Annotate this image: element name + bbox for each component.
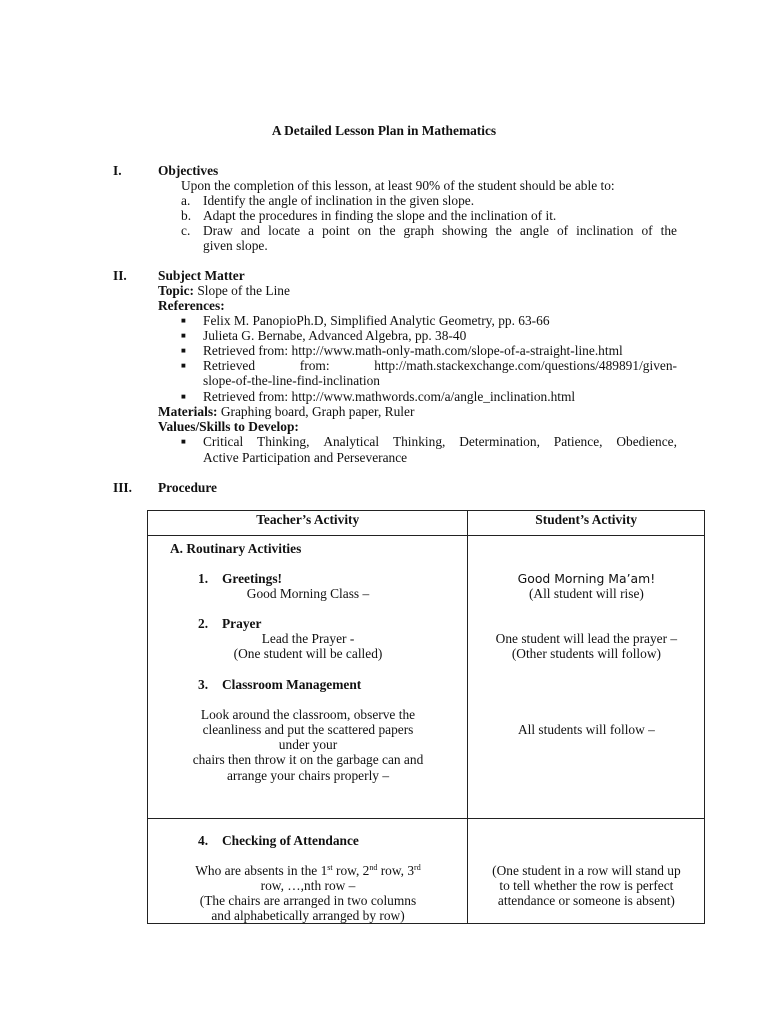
attendance-teacher-line-3: (The chairs are arranged in two columns bbox=[199, 893, 417, 908]
procedure-heading: Procedure bbox=[158, 480, 218, 495]
table-header-row bbox=[148, 511, 705, 536]
objectives-intro: Upon the completion of this lesson, at least 90% of the student should be able to: bbox=[181, 178, 615, 193]
bullet-icon: ■ bbox=[181, 437, 186, 446]
values-line2: Active Participation and Perseverance bbox=[203, 450, 408, 465]
attendance-teacher-line-1 bbox=[148, 863, 468, 878]
bullet-icon: ■ bbox=[181, 316, 186, 325]
reference-2: Julieta G. Bernabe, Advanced Algebra, pp. 38-40 bbox=[203, 328, 467, 343]
attendance-student-line-2: to tell whether the row is perfect bbox=[499, 878, 674, 893]
bullet-icon: ■ bbox=[181, 361, 186, 370]
prayer-student-text-2: (Other students will follow) bbox=[511, 646, 661, 661]
prayer-teacher-text-2: (One student will be called) bbox=[233, 646, 383, 661]
topic-label: Topic: bbox=[158, 283, 194, 298]
objective-letter-a: a. bbox=[181, 193, 191, 208]
classroom-teacher-line-4: chairs then throw it on the garbage can and bbox=[192, 752, 424, 767]
subject-matter-heading: Subject Matter bbox=[158, 268, 245, 283]
teacher-activity-header: Teacher’s Activity bbox=[256, 512, 360, 527]
values-word: Critical bbox=[203, 434, 244, 449]
bullet-icon: ■ bbox=[181, 331, 186, 340]
objectives-heading: Objectives bbox=[158, 163, 219, 178]
student-activity-header: Student’s Activity bbox=[535, 512, 638, 527]
prayer-number: 2. bbox=[198, 616, 209, 631]
attendance-student-line-3: attendance or someone is absent) bbox=[497, 893, 675, 908]
objective-a: Identify the angle of inclination in the given slope. bbox=[203, 193, 475, 208]
values-word: Patience, bbox=[553, 434, 603, 449]
classroom-teacher-line-2: cleanliness and put the scattered papers bbox=[202, 722, 414, 737]
table-row bbox=[148, 819, 705, 924]
classroom-number: 3. bbox=[198, 677, 209, 692]
values-word: Thinking, bbox=[257, 434, 310, 449]
attendance-text: Who are absents in the 1 bbox=[195, 863, 328, 878]
attendance-text: row, 2 bbox=[332, 863, 370, 878]
prayer-student-text-1: One student will lead the prayer – bbox=[495, 631, 678, 646]
materials-label: Materials: bbox=[158, 404, 218, 419]
classroom-student-text: All students will follow – bbox=[517, 722, 655, 737]
section-numeral-1: I. bbox=[113, 163, 122, 178]
teacher-header-cell bbox=[148, 511, 468, 536]
superscript: rd bbox=[414, 863, 421, 872]
objective-c-line1: Draw and locate a point on the graph showing the angle of inclination of the bbox=[203, 223, 677, 238]
topic-value: Slope of the Line bbox=[197, 283, 290, 298]
attendance-teacher-line-2: row, …,nth row – bbox=[260, 878, 356, 893]
attendance-number: 4. bbox=[198, 833, 209, 848]
page-title: A Detailed Lesson Plan in Mathematics bbox=[271, 123, 497, 138]
objective-letter-c: c. bbox=[181, 223, 191, 238]
greetings-number: 1. bbox=[198, 571, 209, 586]
student-header-cell bbox=[468, 511, 705, 536]
materials-line bbox=[158, 404, 414, 419]
prayer-label: Prayer bbox=[222, 616, 262, 631]
teacher-cell-routines bbox=[148, 536, 468, 819]
values-word: Determination, bbox=[459, 434, 540, 449]
reference-4-word: from: bbox=[299, 358, 330, 373]
attendance-student-line-1: (One student in a row will stand up bbox=[492, 863, 681, 878]
classroom-teacher-line-3: under your bbox=[278, 737, 338, 752]
greetings-student-text-1: Good Morning Ma’am! bbox=[517, 571, 656, 586]
values-word: Analytical bbox=[323, 434, 380, 449]
attendance-teacher-line-4: and alphabetically arranged by row) bbox=[211, 908, 405, 923]
table-row bbox=[148, 536, 705, 819]
bullet-icon: ■ bbox=[181, 346, 186, 355]
greetings-student-text-2: (All student will rise) bbox=[528, 586, 644, 601]
topic-line bbox=[158, 283, 290, 298]
superscript: nd bbox=[369, 863, 378, 872]
student-cell-attendance bbox=[468, 819, 705, 924]
greetings-label: Greetings! bbox=[222, 571, 282, 586]
attendance-label: Checking of Attendance bbox=[222, 833, 359, 848]
objective-letter-b: b. bbox=[181, 208, 192, 223]
objective-c-line2: given slope. bbox=[203, 238, 268, 253]
materials-value: Graphing board, Graph paper, Ruler bbox=[220, 404, 415, 419]
section-numeral-2: II. bbox=[113, 268, 127, 283]
superscript: st bbox=[327, 863, 333, 872]
greetings-teacher-text: Good Morning Class – bbox=[246, 586, 370, 601]
values-word: Thinking, bbox=[392, 434, 446, 449]
attendance-text: row, 3 bbox=[377, 863, 415, 878]
reference-4-line2: slope-of-the-line-find-inclination bbox=[203, 373, 380, 388]
classroom-teacher-line-5: arrange your chairs properly – bbox=[226, 768, 390, 783]
classroom-teacher-line-1: Look around the classroom, observe the bbox=[200, 707, 416, 722]
student-cell-routines bbox=[468, 536, 705, 819]
values-word: Obedience, bbox=[616, 434, 677, 449]
reference-1: Felix M. PanopioPh.D, Simplified Analytic Geometry, pp. 63-66 bbox=[203, 313, 550, 328]
reference-4-word: Retrieved bbox=[203, 358, 256, 373]
reference-5: Retrieved from: http://www.mathwords.com/a/angle_inclination.html bbox=[203, 389, 576, 404]
objective-b: Adapt the procedures in finding the slope and the inclination of it. bbox=[203, 208, 557, 223]
procedure-table bbox=[147, 510, 705, 924]
teacher-cell-attendance bbox=[148, 819, 468, 924]
values-label: Values/Skills to Develop: bbox=[158, 419, 299, 434]
bullet-icon: ■ bbox=[181, 392, 186, 401]
reference-4-line1 bbox=[203, 358, 677, 373]
section-numeral-3: III. bbox=[113, 480, 132, 495]
reference-4-url: http://math.stackexchange.com/questions/489891/given- bbox=[374, 358, 677, 373]
values-line1 bbox=[203, 434, 677, 449]
prayer-teacher-text-1: Lead the Prayer - bbox=[261, 631, 355, 646]
routinary-activities-heading: A. Routinary Activities bbox=[170, 541, 302, 556]
references-label: References: bbox=[158, 298, 225, 313]
classroom-label: Classroom Management bbox=[222, 677, 362, 692]
reference-3: Retrieved from: http://www.math-only-math.com/slope-of-a-straight-line.html bbox=[203, 343, 623, 358]
